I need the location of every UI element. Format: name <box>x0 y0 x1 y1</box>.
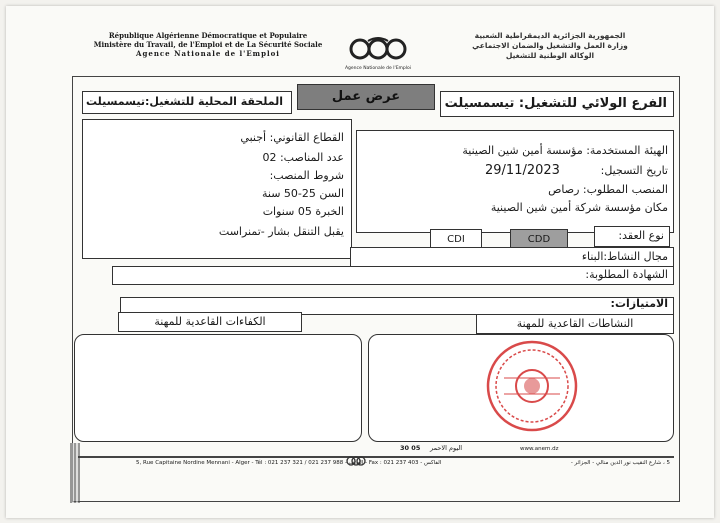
offer-title-tab: عرض عمل <box>297 84 435 110</box>
barcode-ribbon <box>70 443 80 503</box>
age-condition: السن 25-50 سنة <box>261 187 344 200</box>
regional-agency-tab: الفرع الولائي للتشغيل: تيسمسيلت <box>440 91 674 117</box>
header-arabic <box>425 31 675 61</box>
footer-address-ar: 5 ، شارع النقيب نور الدين منالي - الجزائر - <box>570 460 670 466</box>
cdi-option: CDI <box>430 229 482 251</box>
diploma-label: الشهادة المطلوبة: <box>585 268 668 281</box>
footer-logo-icon <box>345 455 367 467</box>
footer-website: www.anem.dz <box>520 446 559 452</box>
registration-date: 29/11/2023 <box>485 163 560 178</box>
positions-count: عدد المناصب: 02 <box>262 151 344 164</box>
company-location: مكان مؤسسة شركة أمين شين الصينية <box>490 201 668 214</box>
cdd-option: CDD <box>510 229 568 251</box>
conditions-label: شروط المنصب: <box>269 169 344 182</box>
activity-field: مجال النشاط:البناء <box>350 247 674 267</box>
experience-condition: الخبرة 05 سنوات <box>262 205 344 218</box>
footer-address-fr: 5, Rue Capitaine Nordine Mennani - Alger - Tél : 021 237 321 / 021 237 988 - الهاتف - Fax : 021 237 403 - الفاكس <box>136 460 442 466</box>
logo-caption: Agence Nationale de l'Emploi <box>344 66 412 71</box>
header-fr-line3: Agence Nationale de l'Emploi <box>136 49 280 58</box>
contract-type-label: نوع العقد: <box>594 226 670 247</box>
basic-activities-label: النشاطات القاعدية للمهنة <box>476 314 674 334</box>
header-fr-line2: Ministère du Travail, de l'Emploi et de La Sécurité Sociale <box>93 40 323 49</box>
skills-box <box>74 334 362 442</box>
header-french <box>88 31 328 58</box>
employer-name: الهيئة المستخدمة: مؤسسة أمين شين الصينية <box>462 144 668 157</box>
official-stamp-icon <box>484 338 580 434</box>
header-ar-line1: الجمهورية الجزائرية الديمقراطية الشعبية <box>474 31 626 40</box>
local-agency-tab: الملحقة المحلية للتشغيل:تيسمسيلت <box>82 91 292 114</box>
footer-fill-label: اليوم الاحمر <box>430 444 463 452</box>
registration-date-label: تاريخ التسجيل: <box>600 164 668 177</box>
footer-divider <box>78 456 674 458</box>
commute-condition: يقبل التنقل بشار -تمنراست <box>218 225 344 238</box>
header-ar-line3: الوكالة الوطنية للتشغيل <box>505 51 595 60</box>
basic-skills-label: الكفاءات القاعدية للمهنة <box>118 312 302 332</box>
legal-sector: القطاع القانوني: أجنبي <box>240 131 344 144</box>
header-ar-line2: وزارة العمل والتشغيل والضمان الاجتماعي <box>472 41 628 50</box>
footer-code: 30 05 <box>400 444 421 452</box>
privileges-label: الامتيازات: <box>610 297 668 310</box>
requested-position: المنصب المطلوب: رصاص <box>548 183 668 196</box>
header-fr-line1: République Algérienne Démocratique et Populaire <box>108 31 308 40</box>
